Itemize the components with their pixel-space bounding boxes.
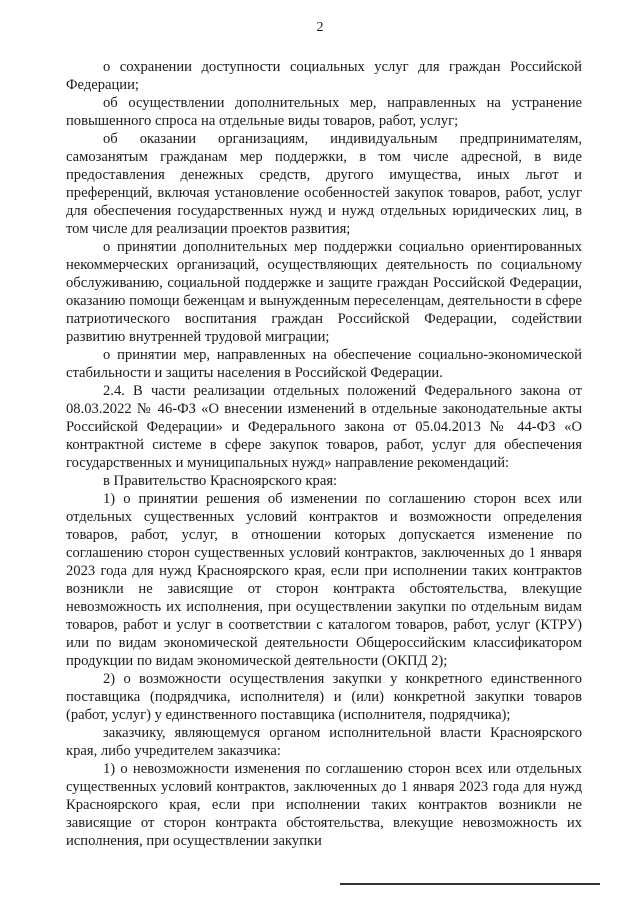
paragraph: о сохранении доступности социальных услуг для граждан Российской Федерации;	[66, 59, 582, 93]
document-body	[66, 58, 582, 850]
paragraph: заказчику, являющемуся органом исполнительной власти Красноярского края, либо учредителем заказчика:	[66, 725, 582, 759]
list-item: 2) о возможности осуществления закупки у конкретного единственного поставщика (подрядчика, исполнителя) и (или) конкретной закупки товаров (работ, услуг) у единственного поставщика (исполнителя, подрядчика);	[66, 671, 582, 723]
page-number: 2	[316, 20, 324, 35]
paragraph: о принятии дополнительных мер поддержки социально ориентированных некоммерческих организаций, осуществляющих деятельность по социальному обслуживанию, социальной поддержке и защите граждан Российской Федерации, оказанию помощи беженцам и вынужденным переселенцам, деятельности в сфере патриотического воспитания граждан Российской Федерации, содействии развитию внутренней трудовой миграции;	[66, 239, 582, 345]
list-item: 1) о принятии решения об изменении по соглашению сторон всех или отдельных существенных условий контрактов и возможности определения товаров, работ, услуг, в отношении которых допускается изменение по соглашению сторон существенных условий контрактов, заключенных до 1 января 2023 года для нужд Красноярского края, если при исполнении таких контрактов возникли не зависящие от сторон контракта обстоятельства, влекущие невозможность их исполнения, при осуществлении закупки по отдельным видам товаров, работ и услуг в соответствии с каталогом товаров, работ, услуг (КТРУ) или по видам экономической деятельности Общероссийским классификатором продукции по видам экономической деятельности (ОКПД 2);	[66, 491, 582, 669]
list-item: 1) о невозможности изменения по соглашению сторон всех или отдельных существенных условий контрактов, заключенных до 1 января 2023 года для нужд Красноярского края, если при исполнении таких контрактов возникли не зависящие от сторон контракта обстоятельства, влекущие невозможность их исполнения, при осуществлении закупки	[66, 761, 582, 849]
paragraph: об осуществлении дополнительных мер, направленных на устранение повышенного спроса на отдельные виды товаров, работ, услуг;	[66, 95, 582, 129]
paragraph: в Правительство Красноярского края:	[103, 473, 338, 489]
paragraph: об оказании организациям, индивидуальным предпринимателям, самозанятым гражданам мер поддержки, в том числе адресной, в виде предоставления денежных средств, другого имущества, иных льгот и преференций, включая установление особенностей закупок товаров, работ, услуг для обеспечения государственных нужд и нужд отдельных юридических лиц, в том числе для реализации проектов развития;	[66, 131, 582, 237]
paragraph: о принятии мер, направленных на обеспечение социально-экономической стабильности и защиты населения в Российской Федерации.	[66, 347, 582, 381]
section-paragraph: 2.4. В части реализации отдельных положений Федерального закона от 08.03.2022 № 46-ФЗ «О внесении изменений в отдельные законодательные акты Российской Федерации» и Федерального закона от 05.04.2013 № 44-ФЗ «О контрактной системе в сфере закупок товаров, работ, услуг для обеспечения государственных и муниципальных нужд» направление рекомендаций:	[66, 383, 582, 471]
footer-divider	[340, 883, 600, 885]
